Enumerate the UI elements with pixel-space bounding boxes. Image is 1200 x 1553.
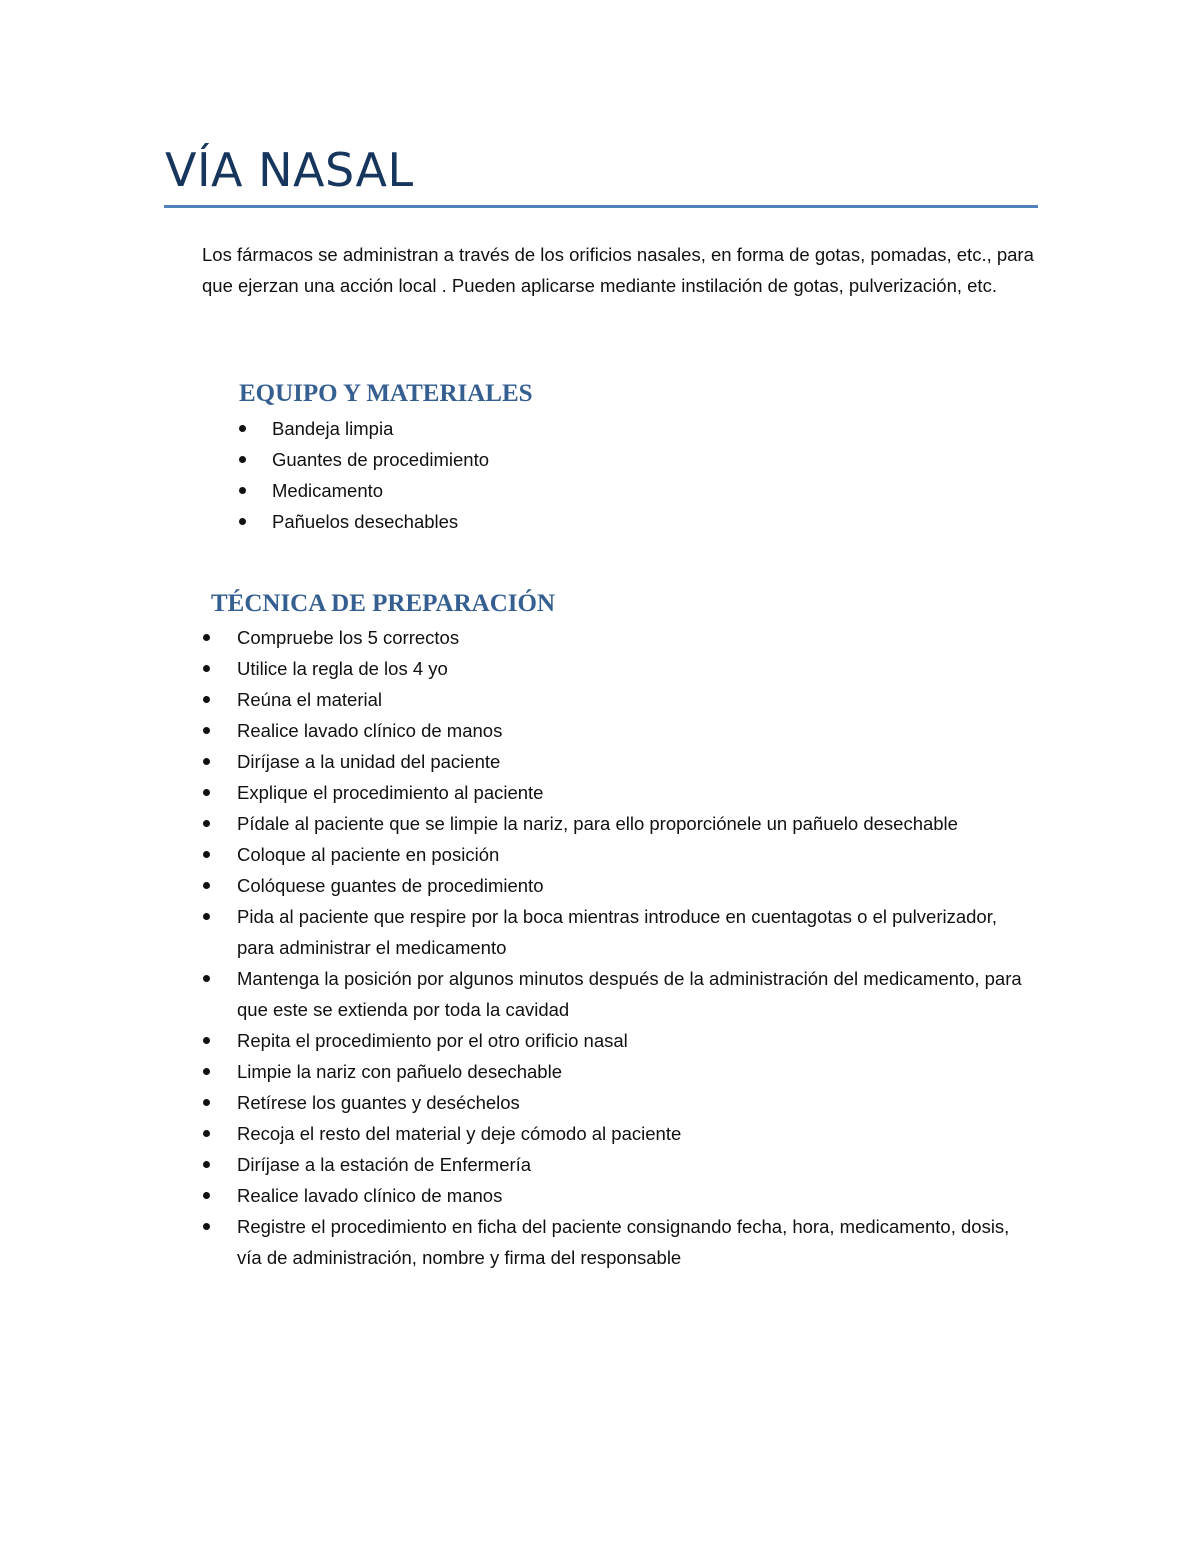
list-item: Registre el procedimiento en ficha del paciente consignando fecha, hora, medicamento, dosis, vía de administración, nombre y firma del responsable [237, 1211, 1027, 1273]
list-item: Pañuelos desechables [272, 506, 972, 537]
list-item: Explique el procedimiento al paciente [237, 777, 1027, 808]
list-item: Pida al paciente que respire por la boca mientras introduce en cuentagotas o el pulverizador, para administrar el medicamento [237, 901, 1027, 963]
list-item: Realice lavado clínico de manos [237, 715, 1027, 746]
page-title: VÍA NASAL [165, 143, 414, 197]
list-item: Coloque al paciente en posición [237, 839, 1027, 870]
list-item: Diríjase a la unidad del paciente [237, 746, 1027, 777]
list-item: Utilice la regla de los 4 yo [237, 653, 1027, 684]
list-item: Bandeja limpia [272, 413, 972, 444]
list-item: Guantes de procedimiento [272, 444, 972, 475]
list-item: Colóquese guantes de procedimiento [237, 870, 1027, 901]
title-underline [164, 205, 1038, 208]
list-item: Diríjase a la estación de Enfermería [237, 1149, 1027, 1180]
list-item: Repita el procedimiento por el otro orificio nasal [237, 1025, 1027, 1056]
section-heading-tecnica: TÉCNICA DE PREPARACIÓN [211, 590, 556, 617]
section-heading-equipo: EQUIPO Y MATERIALES [239, 380, 533, 407]
list-item: Realice lavado clínico de manos [237, 1180, 1027, 1211]
list-item: Retírese los guantes y deséchelos [237, 1087, 1027, 1118]
intro-paragraph: Los fármacos se administran a través de los orificios nasales, en forma de gotas, pomadas, etc., para que ejerzan una acción local . Pueden aplicarse mediante instilación de gotas, pulverización, etc. [202, 244, 1034, 296]
list-item: Reúna el material [237, 684, 1027, 715]
list-item: Medicamento [272, 475, 972, 506]
list-item: Pídale al paciente que se limpie la nariz, para ello proporciónele un pañuelo desechable [237, 808, 1027, 839]
list-item: Recoja el resto del material y deje cómodo al paciente [237, 1118, 1027, 1149]
tecnica-list [237, 622, 1027, 1273]
list-item: Compruebe los 5 correctos [237, 622, 1027, 653]
list-item: Limpie la nariz con pañuelo desechable [237, 1056, 1027, 1087]
list-item: Mantenga la posición por algunos minutos después de la administración del medicamento, para que este se extienda por toda la cavidad [237, 963, 1027, 1025]
equipo-list [272, 413, 972, 537]
